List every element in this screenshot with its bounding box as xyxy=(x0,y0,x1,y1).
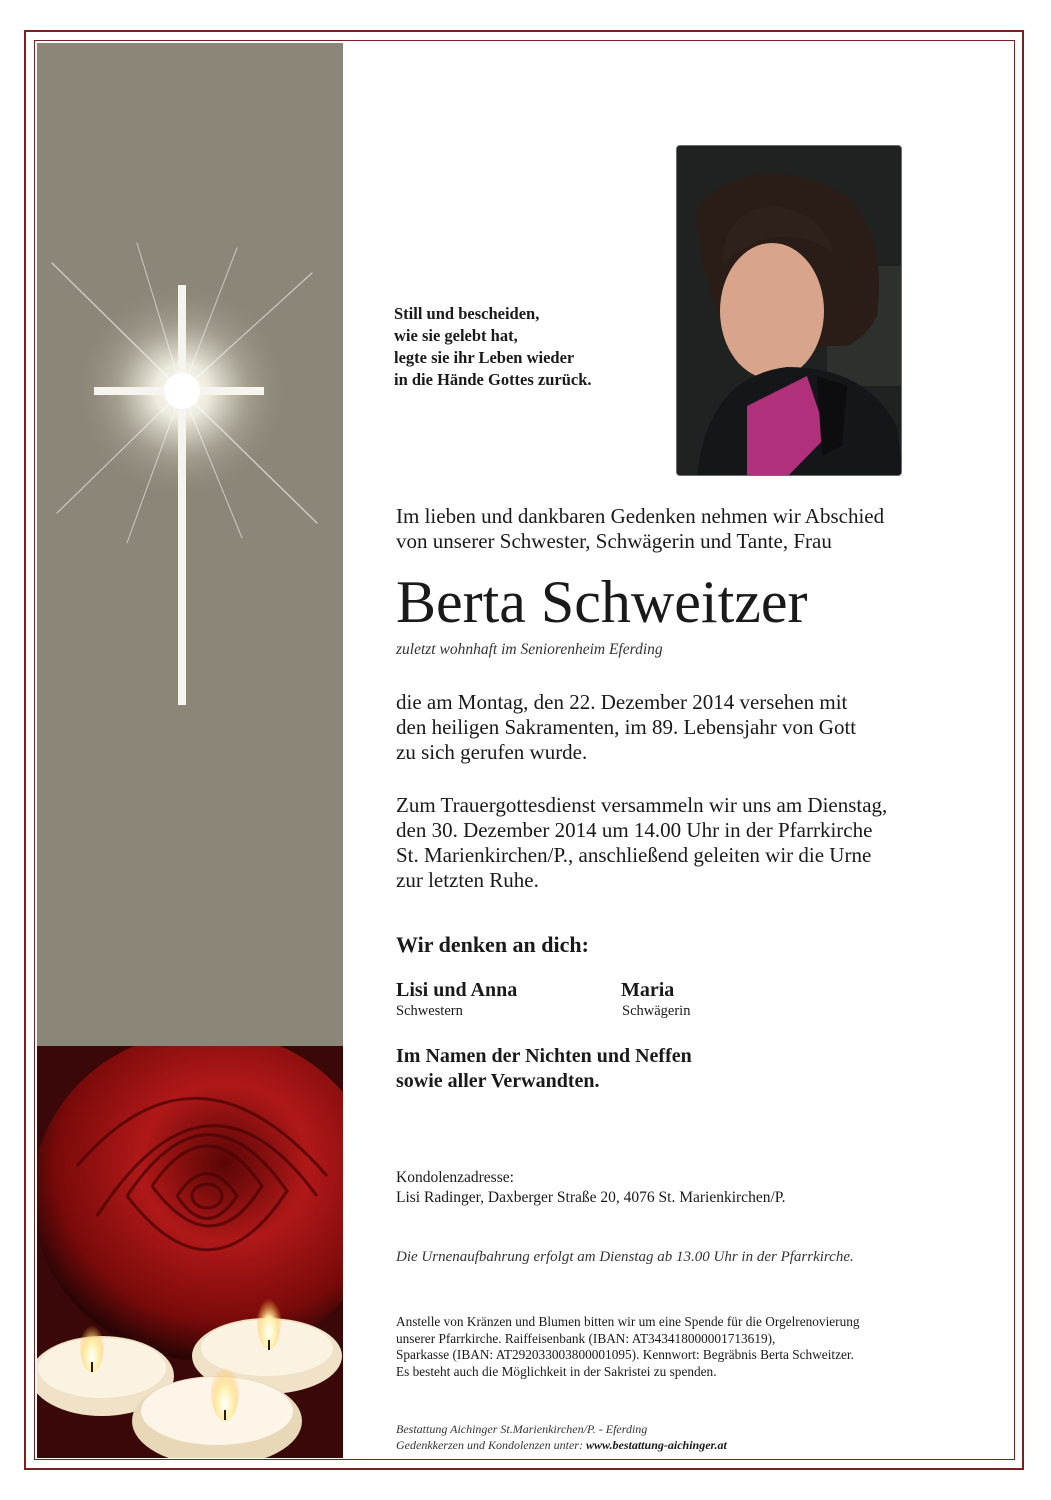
intro-line: Im lieben und dankbaren Gedenken nehmen wir Abschied xyxy=(396,504,885,528)
service-line: St. Marienkirchen/P., anschließend geleiten wir die Urne xyxy=(396,843,872,867)
quote-line: Still und bescheiden, xyxy=(394,304,540,323)
funeral-home-footer xyxy=(396,1421,727,1453)
urn-notice: Die Urnenaufbahrung erfolgt am Dienstag ab 13.00 Uhr in der Pfarrkirche. xyxy=(396,1249,854,1265)
mourner-name: Lisi und Anna xyxy=(396,979,518,1001)
donation-notice xyxy=(396,1314,956,1380)
footer-prefix: Gedenkkerzen und Kondolenzen unter: xyxy=(396,1438,583,1452)
service-line: zur letzten Ruhe. xyxy=(396,868,539,892)
footer-condolence-line xyxy=(396,1437,727,1453)
donation-line: Es besteht auch die Möglichkeit in der Sakristei zu spenden. xyxy=(396,1363,717,1379)
mourners-heading: Wir denken an dich: xyxy=(396,932,589,957)
mourner-role: Schwägerin xyxy=(622,1003,691,1019)
website-link[interactable]: www.bestattung-aichinger.at xyxy=(585,1438,727,1452)
quote-line: legte sie ihr Leben wieder xyxy=(394,348,575,367)
condolence-address: Lisi Radinger, Daxberger Straße 20, 4076 St. Marienkirchen/P. xyxy=(396,1189,786,1206)
intro-text xyxy=(396,504,956,554)
glowing-cross-icon xyxy=(37,43,343,1046)
rose-icon xyxy=(37,1046,343,1458)
mourner-role: Schwestern xyxy=(396,1003,463,1019)
closing-line: Im Namen der Nichten und Neffen xyxy=(396,1045,692,1067)
quote-line: in die Hände Gottes zurück. xyxy=(394,370,592,389)
family-closing xyxy=(396,1044,692,1094)
portrait-photo xyxy=(676,145,902,476)
mourner-name: Maria xyxy=(621,979,675,1001)
death-notice-line: zu sich gerufen wurde. xyxy=(396,740,588,764)
condolence-label: Kondolenzadresse: xyxy=(396,1169,514,1186)
death-notice-line: den heiligen Sakramenten, im 89. Lebensjahr von Gott xyxy=(396,715,857,739)
donation-line: unserer Pfarrkirche. Raiffeisenbank (IBAN: AT343418000001713619), xyxy=(396,1330,776,1346)
closing-line: sowie aller Verwandten. xyxy=(396,1070,600,1092)
rose-candles-image xyxy=(37,1046,343,1458)
deceased-name: Berta Schweitzer xyxy=(396,569,808,635)
donation-line: Sparkasse (IBAN: AT292033003800001095). Kennwort: Begräbnis Berta Schweitzer. xyxy=(396,1347,854,1362)
service-line: Zum Trauergottesdienst versammeln wir uns am Dienstag, xyxy=(396,793,888,817)
death-notice xyxy=(396,690,956,765)
funeral-home-name: Bestattung Aichinger St.Marienkirchen/P. - Eferding xyxy=(396,1422,648,1436)
memorial-quote xyxy=(394,303,664,391)
intro-line: von unserer Schwester, Schwägerin und Tante, Frau xyxy=(396,529,832,553)
donation-line: Anstelle von Kränzen und Blumen bitten wir um eine Spende für die Orgelrenovierung xyxy=(396,1314,860,1329)
last-residence: zuletzt wohnhaft im Seniorenheim Eferding xyxy=(396,641,663,658)
service-line: den 30. Dezember 2014 um 14.00 Uhr in der Pfarrkirche xyxy=(396,818,873,842)
funeral-service xyxy=(396,793,956,893)
quote-line: wie sie gelebt hat, xyxy=(394,326,518,345)
portrait-icon xyxy=(677,146,902,476)
death-notice-line: die am Montag, den 22. Dezember 2014 versehen mit xyxy=(396,690,848,714)
